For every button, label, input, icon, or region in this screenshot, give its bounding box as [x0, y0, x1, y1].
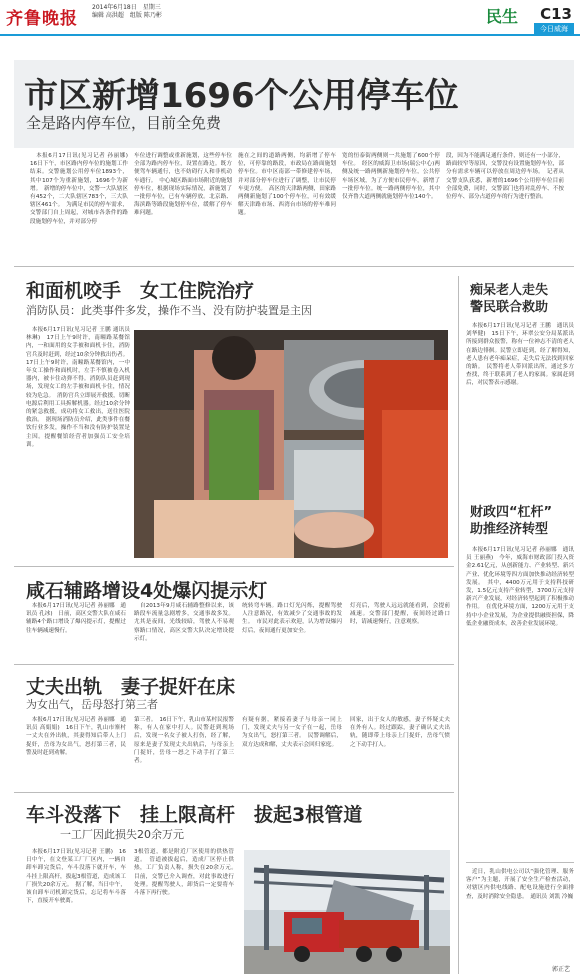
divider [14, 664, 454, 665]
lead-column-2: 车位进行调整或重新施划，这些停车位全部为路内停车位，设置在路边。既方便驾车辆通行，也不妨碍行人和非机动车通行。 中心城区路面市场附近的施划停车位，根据现场实际情况，新施划了一批停车位，已有车辆停放。北京路、海滨路等路段施划停车位，缓解了停车难问题。 [134, 153, 232, 217]
sidebar-item2-body: 本报6月17日讯(见习记者 孙丽娜 通讯员 王丽燕) 今年，威海市财政部门投入资金2.61亿元，从创新能力、产业转型、新兴产业、优化环境等四方面加快推动经济转型发展。 其中，4400万元用于支持科技研发，1.5亿元支持产业转型，3700万元支持新兴产业发展，对经济转型起到了积极推动作用。 在优化环境方面，1200万元用于支持中小企业发展，为企业提供融资担保，降低企业融资成本，改善企业发展环境。 [466, 547, 574, 627]
article2-byline: 本报6月17日讯(见习记者 王鹏 通讯员 林琳) 17日上午9时许，南疃路某餐馆内，一和面用的女手被和面机卡住，消防官兵及时赶到，经过10余分钟救出伤者。 [26, 327, 130, 358]
sidebar-item1-body: 本报6月17日讯(见习记者 王鹏 通讯员 刘华健) 15日下午，环翠公安分局某派出所接到群众报警，称有一位神志不清的老人在路边徘徊。民警立即赶到，经了解得知，老人患有老年痴呆症，走失后无法找到回家的路。 民警将老人带回派出所，通过多方查找，终于联系到了老人的家属。家属赶到后，对民警表示感谢。 [466, 323, 574, 387]
photographer-credit: 郭正艺 [551, 966, 570, 973]
lead-column-3: 施在之间的道路两侧，均新增了停车位，可停靠的路段，市政局在路面施划停车位。市中区南部一带修建停车场，并对部分停车位进行了调整，让市民停车更方便。 高区的天津路两侧，田家路两侧新施划了100个停车位，可有效缓解天津路市场、西湾台市场的停车难问题。 [238, 153, 336, 217]
issue-date: 2014年6月18日 星期三 [92, 4, 161, 11]
divider [14, 792, 454, 793]
article3-column-3: 统转弯车辆。路口灯光闪烁，提醒驾驶人注意路况，有效减少了交通事故的发生。 市民对此表示欢迎，认为增设爆闪灯后，夜间通行更加安全。 [242, 603, 342, 634]
sidebar-item1-headline: 痴呆老人走失 警民联合救助 [470, 283, 549, 315]
article5-column-2: 3根管道，都是附近厂区使用的供热管道。 管道被拔起后，造成厂区停止供热，工厂负责人称，损失在20余万元。 目前，交警已介入调查，对此事故进行处理。提醒驾驶人，卸货后一定要将车斗落下再行驶。 [134, 849, 240, 897]
lead-column-5: 段，因为不能满足通行条件，则还有一小部分，路面较窄等原因，交警没有设置施划停车位，部分有需求车辆可以停放在周边停车场。 记者从交警支队获悉，新增的1696个公用停车位目前全部免费，同时，交警部门也将对乱停车、不按位停车、部分占道停车的行为进行整治。 [446, 153, 564, 201]
article2-text: 17日上午9时许，南疃路某餐馆内，一中年女工操作和面机时，左手不慎被卷入机器内，被卡住动弹不得。消防队员赶到现场，发现女工的左手被和面机卡住，情况较为危急。 消防官兵立即展开救援，切断电源后利用工具拆解机器。经过10余分钟的紧急救援，成功将女工救出，送往医院救治。 据现场消防员介绍，此类事件在餐饮行业多发，操作不当和没有防护装置是主因。提醒餐馆经营者加强员工安全培训。 [26, 351, 132, 448]
article4-column-1: 本报6月17日讯(见习记者 孙丽娜 通讯员 高娟娟) 16日下午，乳山市寨村一丈夫在外出轨，其妻得知后带人上门捉奸，岳母为女出气，怒打第三者，民警及时赶到劝解。 [26, 717, 126, 756]
article5-subhead: 一工厂因此损失20余万元 [60, 828, 184, 841]
article3-headline: 咸石辅路增设4处爆闪提示灯 [26, 580, 268, 602]
article2-headline: 和面机咬手 女工住院治疗 [26, 280, 255, 302]
article5-headline: 车斗没落下 挂上限高杆 拔起3根管道 [26, 804, 363, 826]
section-name: 民生 [485, 7, 518, 26]
kitchen-photo-graphic [134, 330, 448, 558]
article5-column-1: 本报6月17日讯(见习记者 王鹏) 16日中午，在文登某工厂厂区内，一辆自卸车卸完货后，车斗没落下就开车，车斗挂上限高杆，拔起3根管道，造成该工厂损失20余万元。 据了解，当日中午，该自卸车司机卸完货后，忘记将车斗落下，直接开车驶离。 [26, 849, 126, 905]
truck-photo [244, 850, 450, 974]
edition-tag: 今日威海 [534, 23, 574, 35]
article3-column-4: 灯亮后，驾驶人远远就能看到，会提前减速。交警部门提醒，夜间经过路口时，请减速慢行，注意观察。 [350, 603, 450, 626]
sidebar-item3-body: 近日，乳山供电公司以“强化管理、服务客户”为主题，开展了安全生产检查活动，对辖区内供电线路、配电设施进行全面排查，及时消除安全隐患。 通讯员 刘凯 冷巍 [466, 869, 574, 900]
kitchen-photo [134, 330, 448, 558]
article3-column-1: 本报6月17日讯(见习记者 孙丽娜 通讯员 孔冰) 日前，高区交警大队在咸石辅路4个路口增设了爆闪提示灯，提醒过往车辆减速慢行。 [26, 603, 126, 634]
article4-subhead: 为女出气，岳母怒打第三者 [26, 698, 158, 711]
divider [14, 566, 454, 567]
lead-column-4: 宽的恒泰街两侧则一共施划了600个停车位。 经区的威海卫市场(瑞公中心)两侧及统一路两侧新施划停车位，公共停车场区域，为了方便市民停车，新增了一批停车位。统一路两侧停车位，其中仅齐鲁大道两侧就施划停车位140个。 [342, 153, 440, 201]
page-number: C13 [540, 5, 572, 23]
article2-body [26, 326, 130, 556]
sidebar-divider [458, 276, 459, 974]
article4-column-2: 第三者。 16日下午，乳山市某村民报警称，有人在家中打人。民警赶到现场后，发现一名女子被人打伤，经了解，原来是妻子发现丈夫出轨后，与母亲上门捉奸，岳母一怒之下动手打了第三者。 [134, 717, 234, 765]
lead-subhead: 全是路内停车位，目前全免费 [26, 114, 222, 132]
truck-photo-graphic [244, 850, 450, 974]
divider [14, 266, 574, 267]
article4-column-3: 有疑有据，紧接着妻子与母亲一同上门，发现丈夫与另一女子在一起，岳母为女出气，怒打第三者。 民警调解后，双方达成和解，丈夫表示会回归家庭。 [242, 717, 342, 748]
lead-headline: 市区新增1696个公用停车位 [24, 76, 459, 116]
sidebar-item2-headline: 财政四“杠杆” 助推经济转型 [470, 505, 553, 537]
article4-headline: 丈夫出轨 妻子捉奸在床 [26, 676, 236, 698]
lead-column-1: 本报6月17日讯(见习记者 孙丽娜) 16日下午，市区路内停车位的施划工作结束。交警施划公用停车位1893个，其中107个为重新施划，1696个为新增。 新增的停车位中，交警一大队辖区有452个，二大队辖区783个，三大队辖区461个。 为满足市民的停车需求，交警部门自上周起，对城市各条件的路段施划停车位，并对部分停 [30, 153, 134, 225]
divider [466, 862, 574, 863]
article3-column-2: 自2013年9月咸石辅路整修以来，该路段车流量急剧增多，交通事故多发。尤其是夜间，光线较暗，驾驶人不易观察路口情况，高区交警大队决定增设提示灯。 [134, 603, 234, 642]
issue-meta [92, 4, 162, 20]
editor-line: 编辑 高洪超 组版 陈乃彬 [92, 12, 162, 19]
article4-column-4: 回家，出于女人的敏感，妻子怀疑丈夫在外有人。经过跟踪，妻子确认丈夫出轨，随即带上母亲上门捉奸，岳母气愤之下动手打人。 [350, 717, 450, 748]
article2-subhead: 消防队员：此类事件多发，操作不当、没有防护装置是主因 [26, 304, 312, 317]
newspaper-logo: 齐鲁晚报 [6, 9, 78, 29]
